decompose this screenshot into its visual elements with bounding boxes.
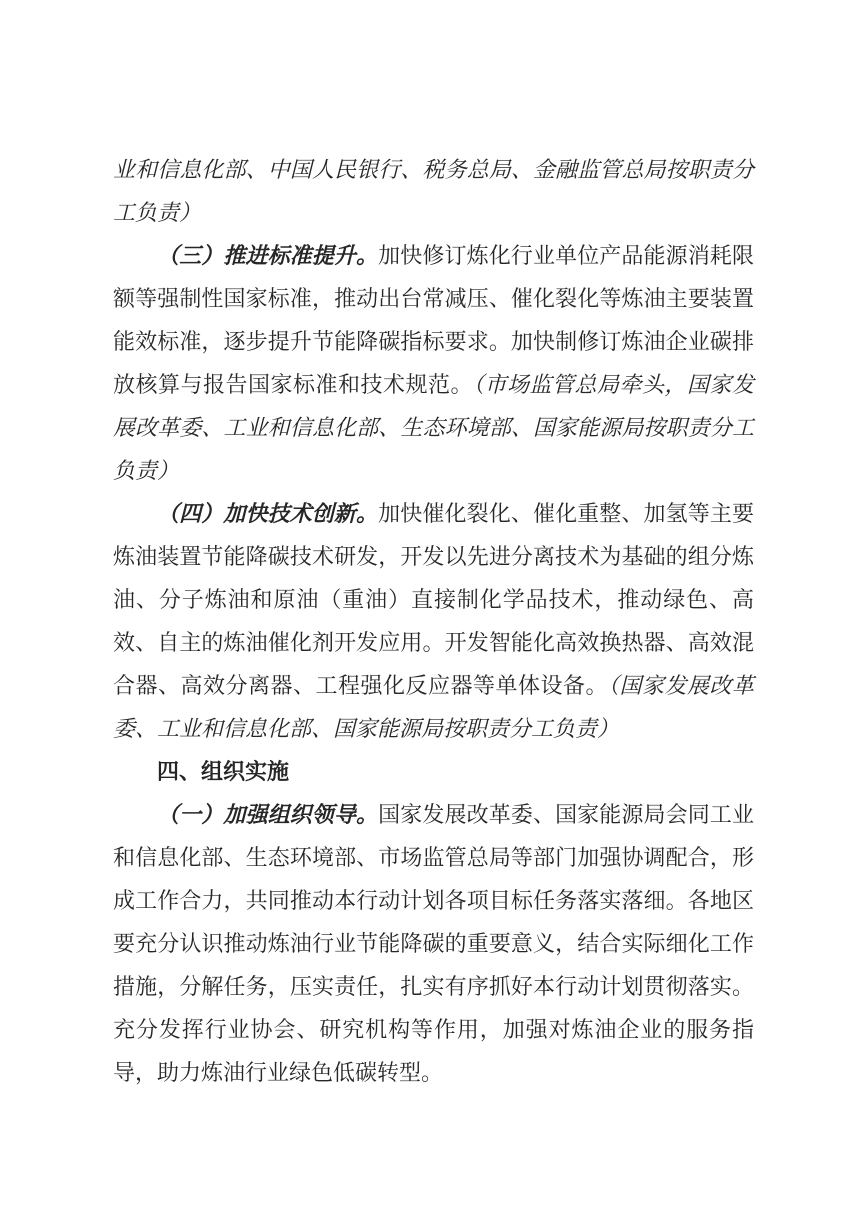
section-heading-text: 四、组织实施 <box>157 759 290 784</box>
item-body: 加快修订炼化行业单位产品能源消耗限额等强制性国家标准，推动出台常减压、催化裂化等炼油主要装置能效标准，逐步提升节能降碳指标要求。加快制修订炼油企业碳排放核算与报告国家标准和技术规范。 <box>113 243 754 397</box>
paragraph-continuation <box>113 148 754 234</box>
paragraph-item-four <box>113 492 754 750</box>
item-lead: （三）推进标准提升。 <box>157 243 379 268</box>
item-lead: （一）加强组织领导。 <box>157 802 379 827</box>
section-heading <box>113 750 754 793</box>
item-body: 国家发展改革委、国家能源局会同工业和信息化部、生态环境部、市场监管总局等部门加强协调配合，形成工作合力，共同推动本行动计划各项目标任务落实落细。各地区要充分认识推动炼油行业节能降碳的重要意义，结合实际细化工作措施，分解任务，压实责任，扎实有序抓好本行动计划贯彻落实。充分发挥行业协会、研究机构等作用，加强对炼油企业的服务指导，助力炼油行业绿色低碳转型。 <box>113 802 754 1085</box>
responsibility-note: （市场监管总局牵头，国家发展改革委、工业和信息化部、生态环境部、国家能源局按职责分工负责） <box>113 372 754 483</box>
item-body: 加快催化裂化、催化重整、加氢等主要炼油装置节能降碳技术研发，开发以先进分离技术为基础的组分炼油、分子炼油和原油（重油）直接制化学品技术，推动绿色、高效、自主的炼油催化剂开发应用。开发智能化高效换热器、高效混合器、高效分离器、工程强化反应器等单体设备。 <box>113 501 754 698</box>
paragraph-item-one <box>113 793 754 1094</box>
item-lead: （四）加快技术创新。 <box>157 501 379 526</box>
responsibility-note: 业和信息化部、中国人民银行、税务总局、金融监管总局按职责分工负责） <box>113 157 754 225</box>
responsibility-note: （国家发展改革委、工业和信息化部、国家能源局按职责分工负责） <box>113 673 754 741</box>
page-text-block <box>113 148 754 1094</box>
paragraph-item-three <box>113 234 754 492</box>
